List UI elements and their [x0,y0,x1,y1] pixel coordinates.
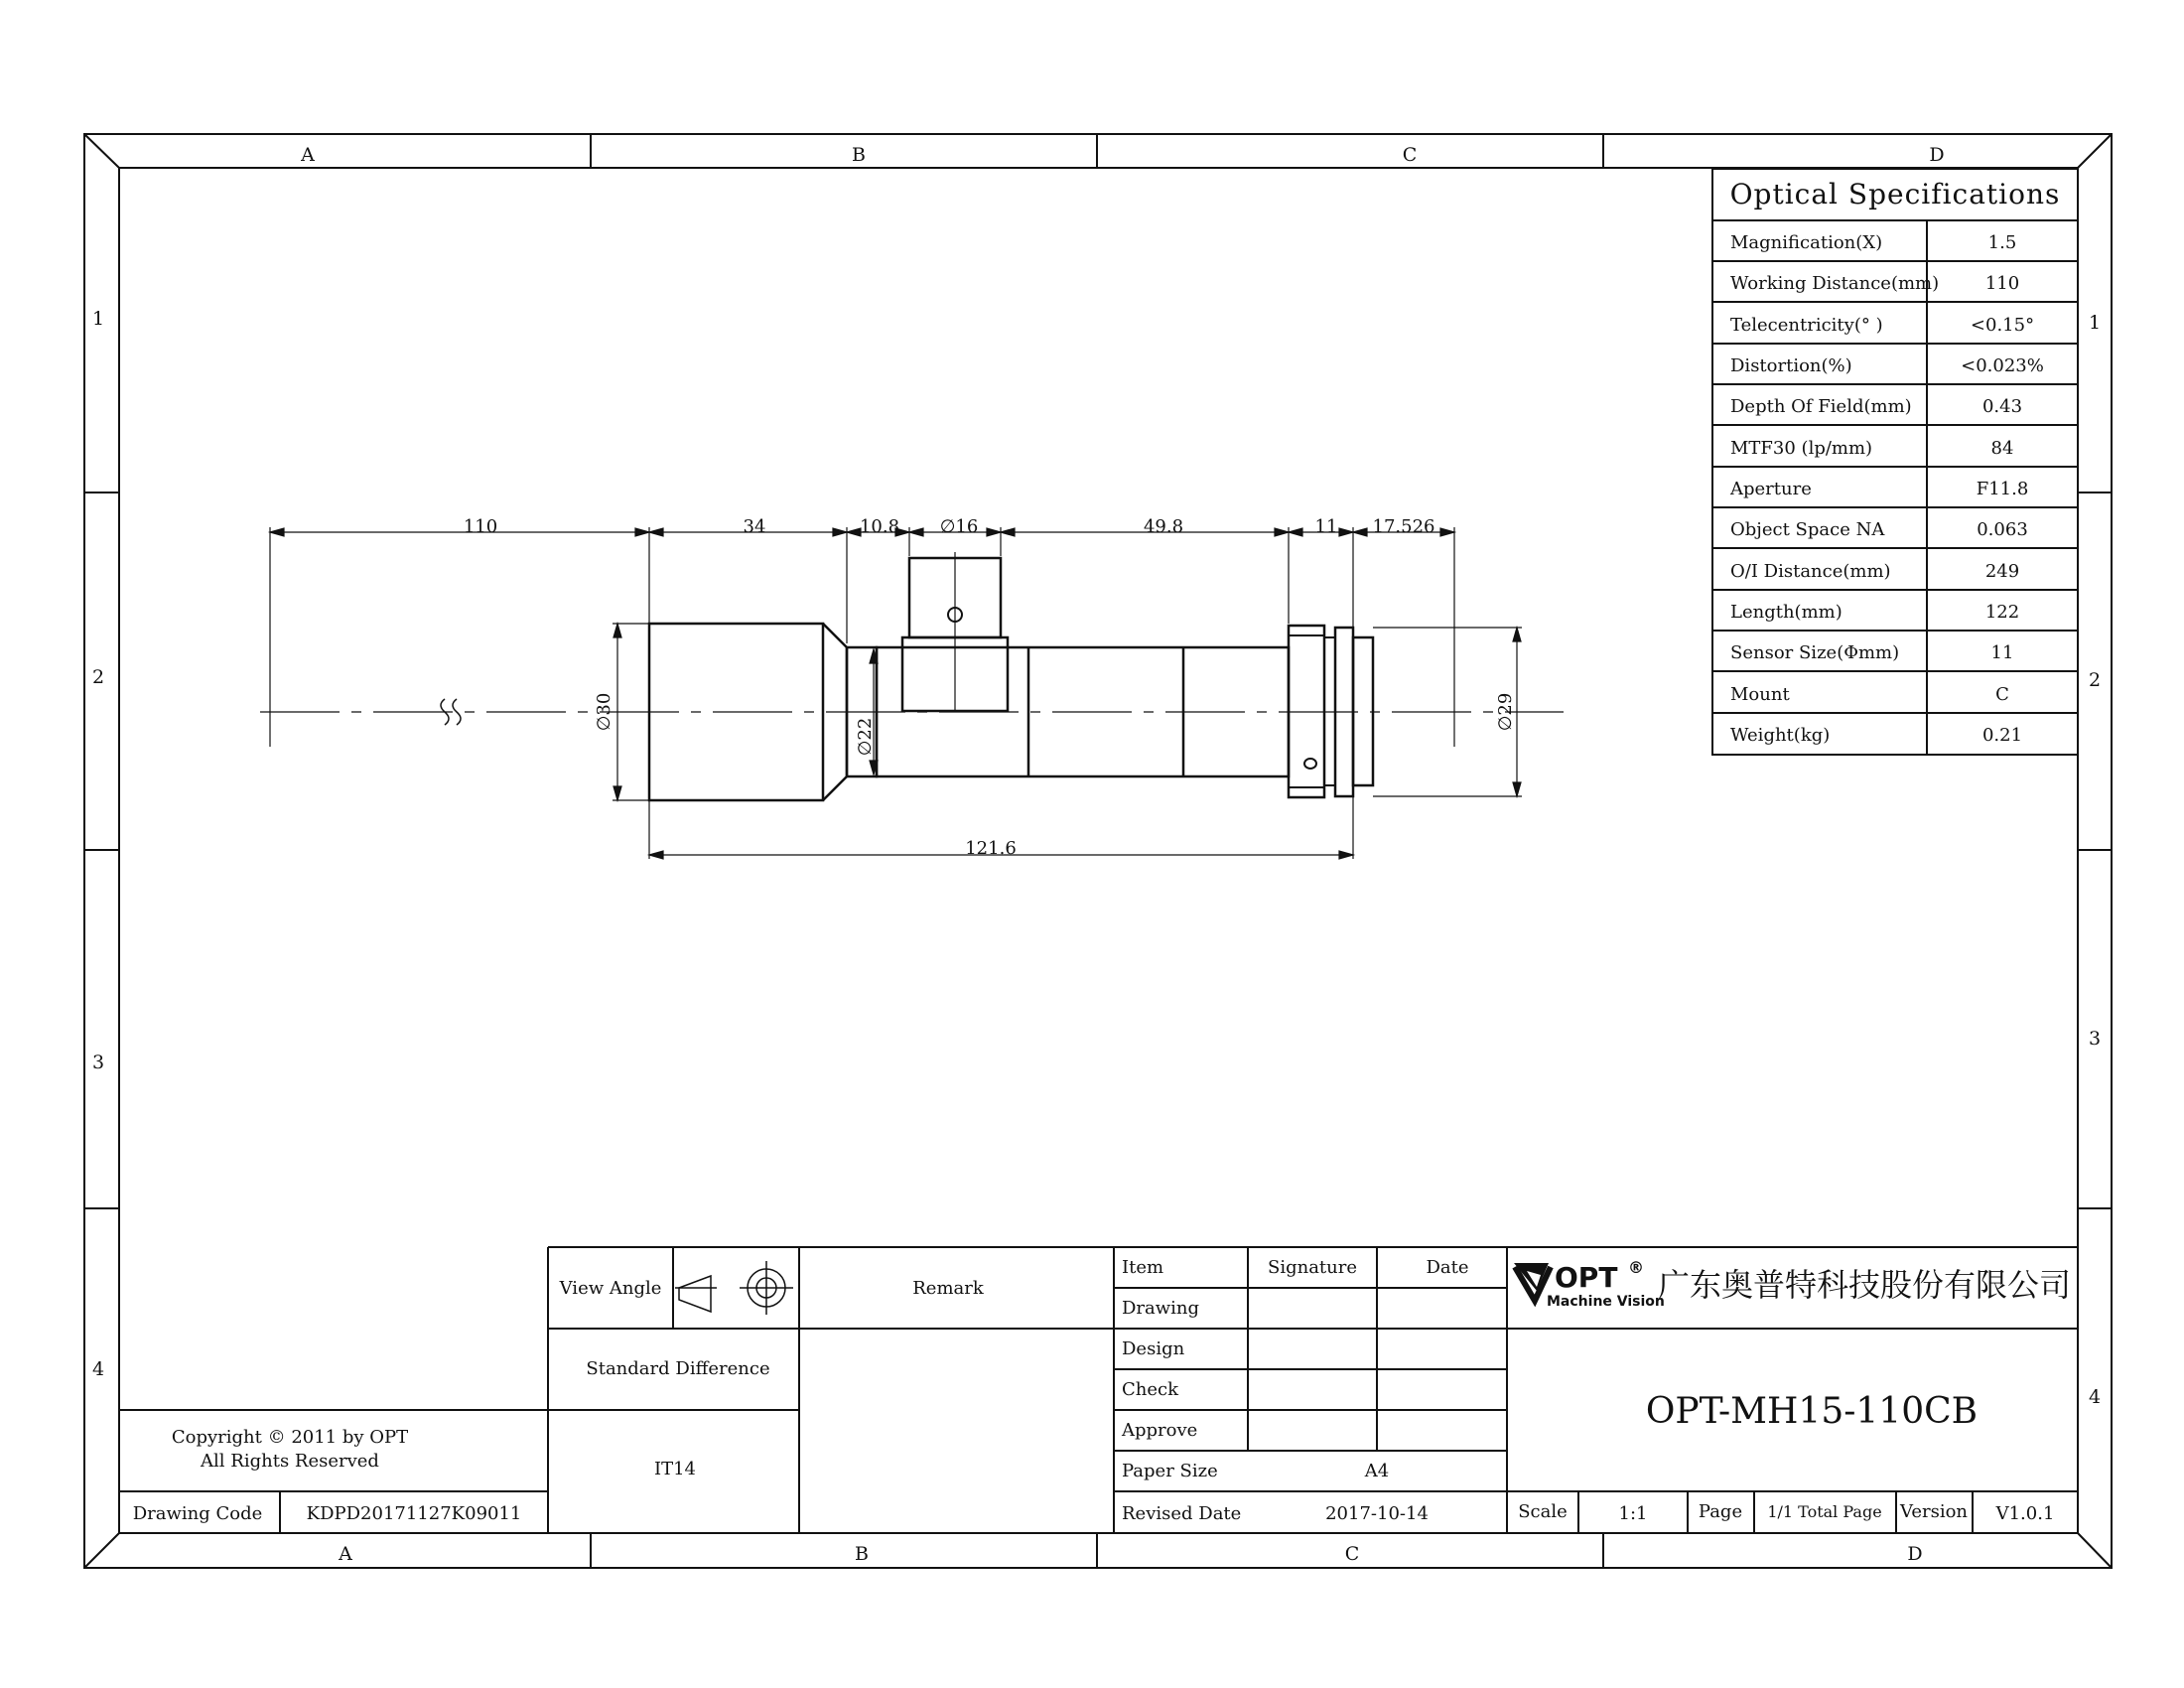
item-label: Item [1122,1257,1164,1278]
spec-value-sensor-size: 11 [1990,642,2014,663]
dim-mount: 11 [1314,516,1338,537]
spec-label-depth-of-field: Depth Of Field(mm) [1730,396,1912,417]
drawing-code-value: KDPD20171127K09011 [306,1503,522,1524]
spec-label-object-space-na: Object Space NA [1730,519,1885,540]
spec-value-telecentricity: <0.15° [1970,315,2035,336]
zone-col-top-b: B [852,144,866,166]
dim-dia-22: ∅22 [855,717,876,757]
paper-size-label: Paper Size [1122,1461,1218,1481]
signature-label: Signature [1267,1257,1358,1278]
projection-symbol-icon [675,1261,793,1315]
revised-date-label: Revised Date [1122,1503,1242,1524]
scale-label: Scale [1518,1501,1568,1522]
revised-date-value: 2017-10-14 [1325,1503,1429,1524]
dim-port-dia: ∅16 [939,516,979,537]
spec-value-magnification: 1.5 [1987,232,2017,253]
view-angle-label: View Angle [559,1278,662,1299]
opt-logo [1514,1258,1665,1310]
mount-screw [1304,759,1316,769]
zone-col-bottom-d: D [1907,1543,1923,1565]
zone-col-bottom-b: B [855,1543,869,1565]
copyright-line-2: All Rights Reserved [201,1451,379,1472]
spec-label-oi-distance: O/I Distance(mm) [1730,561,1891,582]
dim-back-focus: 17.526 [1372,516,1435,537]
dim-dia-29: ∅29 [1495,692,1516,732]
dim-total-length: 121.6 [965,838,1017,859]
logo-registered-mark: ® [1628,1258,1644,1277]
spec-value-depth-of-field: 0.43 [1981,396,2023,417]
version-label: Version [1899,1501,1969,1522]
spec-value-object-space-na: 0.063 [1977,519,2028,540]
spec-label-length: Length(mm) [1730,602,1843,623]
dim-dia-30: ∅30 [594,692,614,732]
spec-label-mount: Mount [1730,684,1790,705]
dim-working-distance: 110 [463,516,498,537]
page-value: 1/1 Total Page [1767,1502,1882,1521]
spec-value-length: 122 [1984,602,2020,623]
remark-label: Remark [912,1278,984,1299]
zone-col-bottom-c: C [1344,1543,1360,1565]
zone-col-top-d: D [1929,144,1945,166]
spec-label-telecentricity: Telecentricity(° ) [1730,315,1883,336]
spec-value-distortion: <0.023% [1961,355,2044,376]
version-value: V1.0.1 [1995,1503,2055,1524]
spec-label-magnification: Magnification(X) [1730,232,1883,253]
spec-value-aperture: F11.8 [1976,479,2029,499]
optical-specifications-table [1712,169,2078,755]
spec-label-weight: Weight(kg) [1730,725,1831,746]
lens-drawing [260,552,1564,800]
zone-row-left-2: 2 [91,666,105,688]
drawing-frame [84,134,2112,1568]
standard-difference-label: Standard Difference [586,1358,770,1379]
spec-value-mount: C [1995,684,2009,705]
zone-col-top-c: C [1402,144,1418,166]
spec-value-weight: 0.21 [1981,725,2023,746]
page-label: Page [1698,1501,1743,1522]
zone-row-left-1: 1 [91,308,105,330]
copyright-line-1: Copyright © 2011 by OPT [171,1427,409,1448]
zone-row-right-1: 1 [2088,312,2102,334]
dim-front-barrel: 34 [743,516,766,537]
spec-label-mtf30: MTF30 (lp/mm) [1730,438,1873,459]
zone-col-bottom-a: A [339,1543,352,1565]
drawing-label: Drawing [1122,1298,1200,1319]
spec-label-working-distance: Working Distance(mm) [1730,273,1940,294]
zone-col-top-a: A [301,144,315,166]
zone-row-left-4: 4 [91,1358,105,1380]
dim-tube: 49.8 [1143,516,1184,537]
spec-value-mtf30: 84 [1990,438,2014,459]
logo-subtitle: Machine Vision [1547,1294,1665,1310]
dimension-labels [464,516,1516,859]
spec-value-working-distance: 110 [1984,273,2020,294]
check-label: Check [1122,1379,1179,1400]
zone-row-right-2: 2 [2088,669,2102,691]
company-name: 广东奥普特科技股份有限公司 [1658,1266,2072,1304]
drawing-code-label: Drawing Code [132,1503,263,1524]
tolerance-value: IT14 [653,1459,697,1479]
date-label: Date [1426,1257,1469,1278]
dim-taper: 10.8 [859,516,900,537]
part-number: OPT-MH15-110CB [1645,1391,1979,1432]
design-label: Design [1122,1338,1185,1359]
spec-label-distortion: Distortion(%) [1730,355,1852,376]
zone-row-left-3: 3 [91,1052,105,1073]
logo-text: OPT [1555,1261,1618,1294]
approve-label: Approve [1122,1420,1198,1441]
spec-label-sensor-size: Sensor Size(Φmm) [1730,642,1900,663]
spec-table-title: Optical Specifications [1729,178,2061,211]
spec-value-oi-distance: 249 [1984,561,2020,582]
spec-label-aperture: Aperture [1730,479,1812,499]
zone-row-right-4: 4 [2088,1386,2102,1408]
paper-size-value: A4 [1364,1461,1390,1481]
scale-value: 1:1 [1618,1503,1648,1524]
zone-row-right-3: 3 [2088,1028,2102,1050]
